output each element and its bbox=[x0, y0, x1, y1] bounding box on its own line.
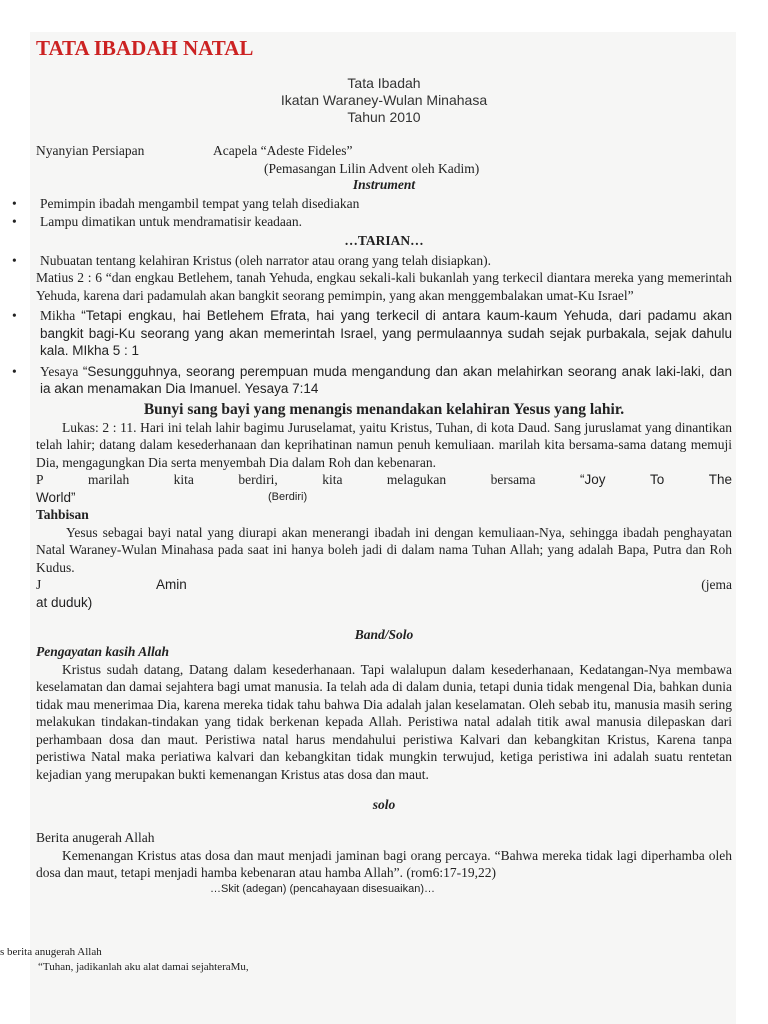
band-solo-heading: Band/Solo bbox=[354, 627, 414, 642]
tarian-heading: …TARIAN… bbox=[344, 233, 424, 248]
yesaya-label: Yesaya bbox=[40, 363, 83, 379]
list-item: • Lampu dimatikan untuk mendramatisir keadaan. bbox=[36, 213, 732, 231]
p-row-word: marilah bbox=[87, 472, 130, 487]
berdiri-text: (Berdiri) bbox=[268, 490, 308, 503]
header-line-3: Tahun 2010 bbox=[347, 109, 421, 125]
yesus-paragraph: Yesus sebagai bayi natal yang diurapi akan menerangi ibadah ini dengan kemuliaan-Nya, sehingga ibadah penghayatan Natal Waraney-Wulan Minahasa pada saat ini hanya boleh jadi di dalam nama Tuhan Allah; yang adalah Bapa, Putra dan Roh Kudus. bbox=[36, 524, 732, 575]
p-row bbox=[36, 471, 732, 489]
header-line-2: Ikatan Waraney-Wulan Minahasa bbox=[280, 92, 488, 108]
p-row-word: kita bbox=[173, 472, 194, 487]
list-item-mikha bbox=[36, 307, 732, 360]
bunyi-heading: Bunyi sang bayi yang menangis menandakan kelahiran Yesus yang lahir. bbox=[143, 400, 625, 418]
mikha-label: Mikha bbox=[40, 308, 82, 323]
p-row-word: melagukan bbox=[386, 472, 447, 487]
j-row-word: J bbox=[36, 577, 42, 592]
p-row-word: To bbox=[649, 472, 665, 487]
tahbisan-heading: Tahbisan bbox=[36, 507, 89, 522]
nyanyian-note: (Pemasangan Lilin Advent oleh Kadim) bbox=[264, 160, 480, 176]
nyanyian-value: Acapela “Adeste Fideles” bbox=[213, 143, 353, 158]
document-title: TATA IBADAH NATAL bbox=[36, 36, 254, 60]
list-item: • Nubuatan tentang kelahiran Kristus (oleh narrator atau orang yang telah disiapkan). bbox=[36, 252, 732, 270]
p-row-word: “Joy bbox=[580, 472, 606, 487]
mikha-text: “Tetapi engkau, hai Betlehem Efrata, hai yang terkecil di antara kaum-kaum Yehuda, dari padamu akan bangkit bagi-Ku seorang yang akan memerintah Israel, yang permulaannya sudah sejak purbakala, sejak dahulu kala. MIkha 5 : 1 bbox=[40, 308, 732, 358]
list-item-yesaya bbox=[36, 363, 732, 398]
world-text: World” bbox=[36, 489, 76, 505]
p-row-word: kita bbox=[322, 472, 343, 487]
j-row-word: Amin bbox=[156, 577, 187, 592]
j-row bbox=[36, 576, 732, 594]
p-row-word: bersama bbox=[490, 472, 536, 487]
document-content bbox=[36, 36, 732, 896]
tuhan-small-text: “Tuhan, jadikanlah aku alat damai sejahteraMu, bbox=[38, 961, 249, 973]
skit-text: …Skit (adegan) (pencahayaan disesuaikan)… bbox=[210, 882, 436, 895]
p-row-word: berdiri, bbox=[238, 472, 278, 487]
list-item: • Pemimpin ibadah mengambil tempat yang telah disediakan bbox=[36, 195, 732, 213]
instrument-heading: Instrument bbox=[352, 177, 416, 192]
lukas-paragraph: Lukas: 2 : 11. Hari ini telah lahir bagimu Juruselamat, yaitu Kristus, Tuhan, di kota Daud. Sang juruslamat yang dinantikan telah lahir; datang dalam kesederhanaan dan keprihatinan namun penuh kemuliaan. marilah kita bersama-sama datang memuji Dia, mengagungkan Dia serta menyembah Dia dalam Roh dan kebenaran. bbox=[36, 419, 732, 470]
p-row-word: P bbox=[36, 472, 44, 487]
nyanyian-block bbox=[36, 142, 732, 177]
matius-paragraph: Matius 2 : 6 “dan engkau Betlehem, tanah Yehuda, engkau sekali-kali bukanlah yang terkecil diantara mereka yang memerintah Yehuda, karena dari padamulah akan bangkit seorang pemimpin, yang akan menggembalakan umat-Ku Israel” bbox=[36, 270, 732, 303]
nyanyian-label: Nyanyian Persiapan bbox=[36, 143, 145, 158]
pengayatan-heading: Pengayatan kasih Allah bbox=[36, 644, 170, 659]
berita-small-text: s berita anugerah Allah bbox=[0, 946, 102, 958]
solo-heading: solo bbox=[372, 797, 396, 812]
kemenangan-paragraph: Kemenangan Kristus atas dosa dan maut menjadi jaminan bagi orang percaya. “Bahwa mereka tidak lagi diperhamba oleh dosa dan maut, tetapi menjadi hamba kebenaran atau hamba Allah”. (rom6:17-19,22) bbox=[36, 847, 732, 880]
header-line-1: Tata Ibadah bbox=[347, 75, 421, 91]
p-row-word: The bbox=[708, 472, 732, 487]
berita-heading: Berita anugerah Allah bbox=[36, 830, 155, 845]
header-block bbox=[36, 75, 732, 126]
j-row-word: (jema bbox=[701, 577, 732, 592]
yesaya-text: “Sesungguhnya, seorang perempuan muda mengandung dan akan melahirkan seorang anak laki-laki, dan ia akan menamakan Dia Imanuel. Yesaya 7:14 bbox=[40, 363, 732, 396]
kristus-paragraph: Kristus sudah datang, Datang dalam kesederhanaan. Tapi walalupun dalam kesederhanaan, Kedatangan-Nya membawa keselamatan dan damai sejahtera bagi umat manusia. Ia telah ada di dalam dunia, tetapi dunia tidak mengenal Dia, bahkan dunia tidak mau menerimaa Dia, karena mereka tidak tahu bahwa Dia adalah jalan keselamatan. Oleh sebab itu, manusia masih sering melakukan tindakan-tindakan yang tidak berkenan kepada Allah. Peristiwa natal adalah titik awal manusia dilepaskan dari perhambaan dosa dan maut. Peristiwa natal harus mendahului peristiwa Kalvari dan kebangkitan Kristus, Karena tanpa peristiwa Natal maka periatiwa kalvari dan kebangkitan tidak mungkin terwujud, ketiga peristiwa ini adalah suatu rentetan kejadian yang merupakan bukti kemenangan Kristus atas dosa dan maut. bbox=[36, 661, 732, 782]
at-duduk-text: at duduk) bbox=[36, 594, 93, 610]
